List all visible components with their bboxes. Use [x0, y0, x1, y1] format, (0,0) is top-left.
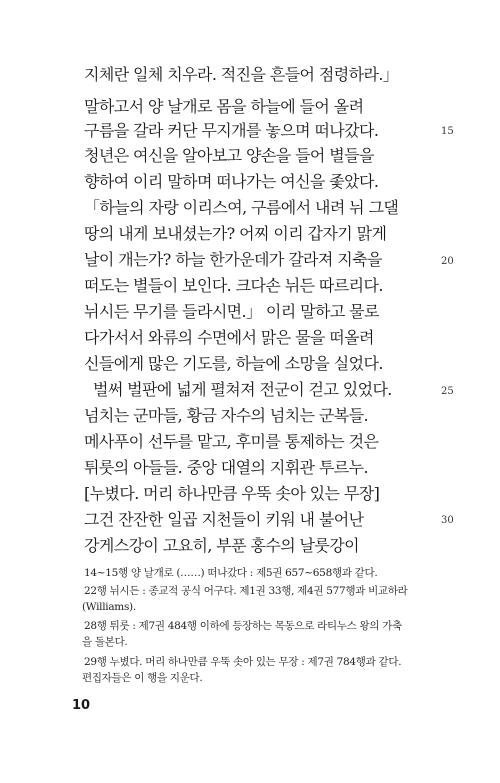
verse-line: 신들에게 많은 기도를, 하늘에 소망을 실었다. [84, 354, 383, 373]
verse-line: 다가서서 와류의 수면에서 맑은 물을 떠올려 [84, 328, 374, 347]
verse-line: 뉘시든 무기를 들라시면.」 이리 말하고 물로 [84, 302, 379, 321]
verse-line: 날이 개는가? 하늘 한가운데가 갈라져 지축을 [84, 250, 382, 269]
line-number: 20 [441, 256, 454, 267]
line-number: 15 [441, 126, 454, 137]
verse-line: 그건 잔잔한 일곱 지천들이 키워 내 불어난 [84, 510, 364, 529]
line-number: 25 [441, 386, 454, 397]
verse-line: 넘치는 군마들, 황금 자수의 넘치는 군복들. [84, 406, 368, 425]
verse-line: 구름을 갈라 커단 무지개를 놓으며 떠나갔다. [84, 121, 379, 140]
footnote-continuation: 편집자들은 이 행을 지운다. [82, 672, 203, 684]
footnote-continuation: 을 돌본다. [82, 636, 128, 648]
verse-line: 벌써 벌판에 넓게 펼쳐져 전군이 걷고 있었다. [84, 380, 392, 399]
verse-line: [누볐다. 머리 하나만큼 우뚝 솟아 있는 무장] [84, 484, 380, 503]
footnote: 14~15행 양 날개로 (……) 떠나갔다 : 제5권 657~658행과 같다. [84, 567, 378, 579]
verse-line: 떠도는 별들이 보인다. 크다손 뉘든 따르리다. [84, 276, 383, 295]
verse-line: 강게스강이 고요히, 부푼 홍수의 날룻강이 [84, 536, 359, 555]
verse-line: 땅의 내게 보내셨는가? 어찌 이리 갑자기 맑게 [84, 224, 387, 243]
verse-line: 메사푸이 선두를 맡고, 후미를 통제하는 것은 [84, 432, 379, 451]
verse-line: 향하여 이리 말하며 떠나가는 여신을 좇았다. [84, 172, 379, 191]
verse-line: 튀룻의 아들들. 중앙 대열의 지휘관 투르누. [84, 458, 368, 477]
footnote: 29행 누볐다. 머리 하나만큼 우뚝 솟아 있는 무장 : 제7권 784행과 같다. [84, 656, 402, 668]
line-number: 30 [441, 515, 454, 526]
page-number: 10 [72, 698, 91, 713]
verse-line: 말하고서 양 날개로 몸을 하늘에 들어 올려 [84, 97, 364, 116]
footnote: 22행 뉘시든 : 종교적 공식 어구다. 제1권 33행, 제4권 577행과 비교하라 [84, 585, 408, 597]
verse-line: 지체란 일체 치우라. 적진을 흔들어 점령하라.」 [84, 65, 399, 84]
verse-line: 청년은 여신을 알아보고 양손을 들어 별들을 [84, 146, 374, 165]
footnote-continuation: (Williams). [82, 601, 136, 613]
verse-line: 「하늘의 자랑 이리스여, 구름에서 내려 뉘 그댈 [84, 198, 399, 217]
footnote: 28행 튀룻 : 제7권 484행 이하에 등장하는 목동으로 라티누스 왕의 가축 [84, 620, 402, 632]
